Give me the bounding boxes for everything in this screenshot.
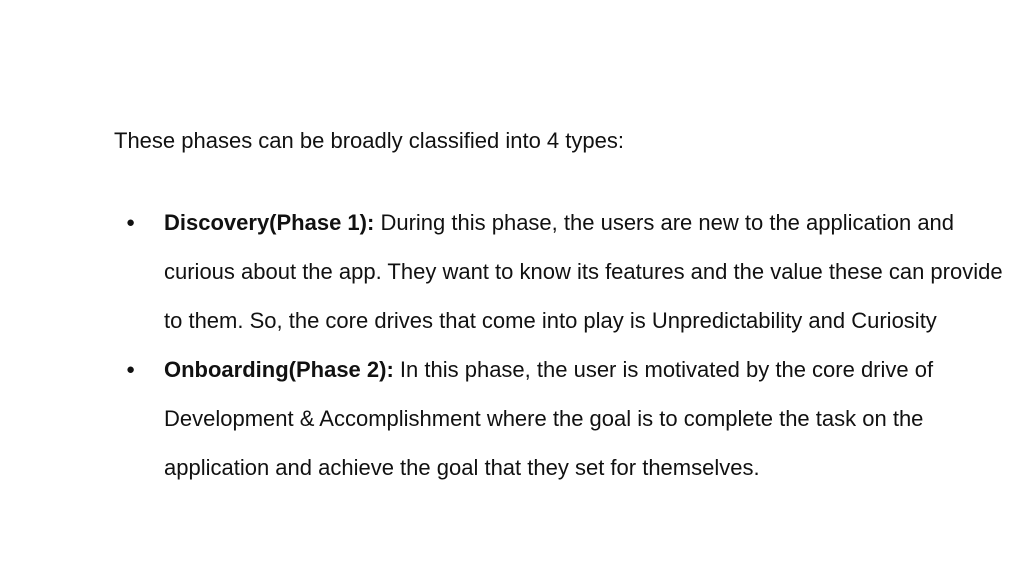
bullet-icon: ● (126, 361, 136, 378)
phase-item-discovery (114, 198, 1014, 345)
phase-item-onboarding (114, 345, 1014, 492)
phase-body: During this phase, the users are new to the application and curious about the app. They want to know its features and the value these can provide to them. So, the core drives that come into play is Unpredictability and Curiosity (164, 210, 1003, 333)
phase-text (164, 198, 1014, 345)
phase-title: Onboarding(Phase 2): (164, 357, 394, 382)
phase-title: Discovery(Phase 1): (164, 210, 375, 235)
phase-text (164, 345, 1014, 492)
bullet-icon: ● (126, 214, 136, 231)
phase-list (114, 198, 1014, 492)
intro-paragraph: These phases can be broadly classified into 4 types: (114, 128, 624, 153)
phase-body: In this phase, the user is motivated by the core drive of Development & Accomplishment where the goal is to complete the task on the application and achieve the goal that they set for themselves. (164, 357, 934, 480)
